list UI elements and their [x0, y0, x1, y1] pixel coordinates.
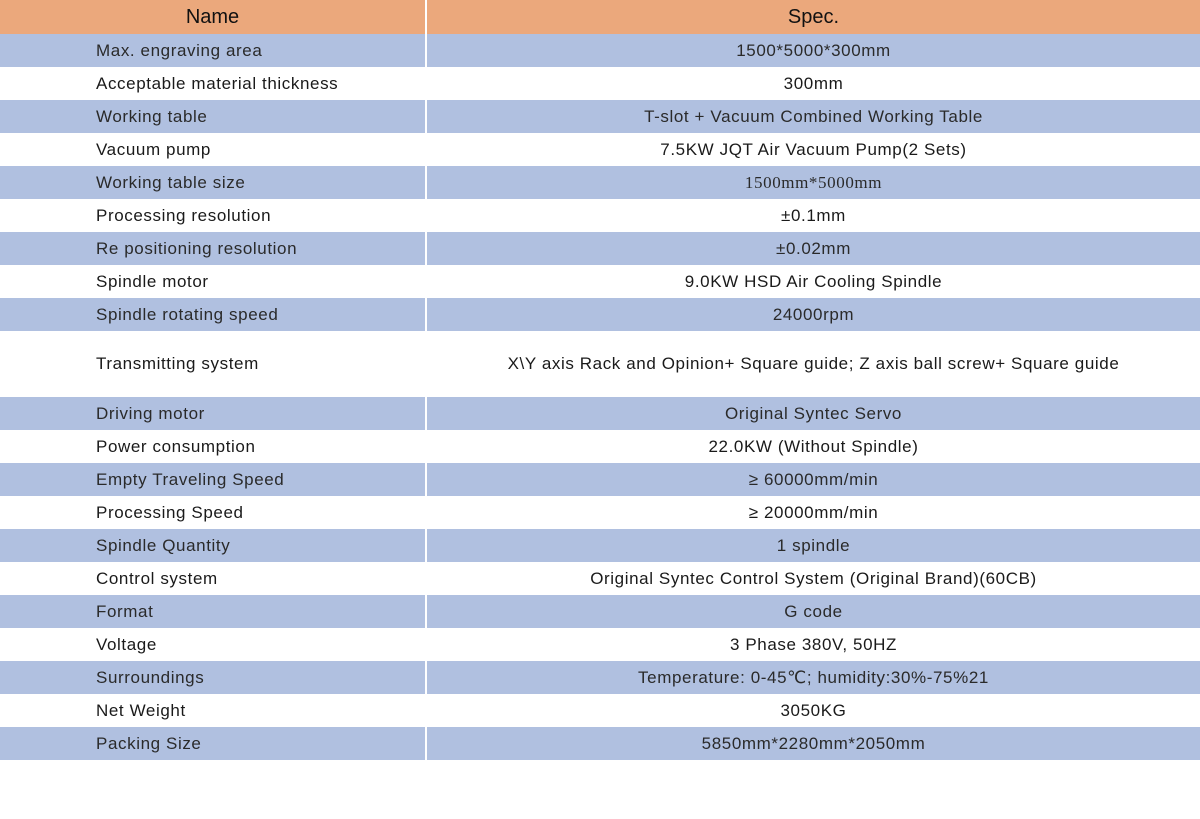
row-spec: 7.5KW JQT Air Vacuum Pump(2 Sets)	[426, 133, 1200, 166]
row-name: Spindle Quantity	[0, 529, 426, 562]
row-name: Control system	[0, 562, 426, 595]
row-name: Format	[0, 595, 426, 628]
row-spec: 3050KG	[426, 694, 1200, 727]
table-header	[0, 0, 1200, 34]
row-spec: Temperature: 0-45℃; humidity:30%-75%21	[426, 661, 1200, 694]
row-name: Acceptable material thickness	[0, 67, 426, 100]
row-name: Power consumption	[0, 430, 426, 463]
row-name: Max. engraving area	[0, 34, 426, 67]
table-row	[0, 34, 1200, 67]
row-name: Packing Size	[0, 727, 426, 760]
row-spec: 5850mm*2280mm*2050mm	[426, 727, 1200, 760]
row-spec: Original Syntec Control System (Original Brand)(60CB)	[426, 562, 1200, 595]
row-spec: 300mm	[426, 67, 1200, 100]
row-name: Net Weight	[0, 694, 426, 727]
table-row	[0, 562, 1200, 595]
row-name: Surroundings	[0, 661, 426, 694]
table-row	[0, 496, 1200, 529]
row-name: Transmitting system	[0, 331, 426, 397]
row-name: Spindle rotating speed	[0, 298, 426, 331]
row-spec: ≥ 60000mm/min	[426, 463, 1200, 496]
row-name: Processing Speed	[0, 496, 426, 529]
row-spec: ≥ 20000mm/min	[426, 496, 1200, 529]
table-row	[0, 265, 1200, 298]
row-name: Working table	[0, 100, 426, 133]
row-name: Voltage	[0, 628, 426, 661]
row-spec: T-slot + Vacuum Combined Working Table	[426, 100, 1200, 133]
table-row	[0, 199, 1200, 232]
row-spec: G code	[426, 595, 1200, 628]
row-name: Vacuum pump	[0, 133, 426, 166]
row-spec: 9.0KW HSD Air Cooling Spindle	[426, 265, 1200, 298]
table-row	[0, 595, 1200, 628]
table-body	[0, 34, 1200, 760]
row-spec: 1 spindle	[426, 529, 1200, 562]
row-name: Driving motor	[0, 397, 426, 430]
table-row	[0, 67, 1200, 100]
table-row	[0, 463, 1200, 496]
table-row	[0, 133, 1200, 166]
row-name: Processing resolution	[0, 199, 426, 232]
row-spec: X\Y axis Rack and Opinion+ Square guide; Z axis ball screw+ Square guide	[426, 331, 1200, 397]
row-spec: 1500mm*5000mm	[426, 166, 1200, 199]
header-row	[0, 0, 1200, 34]
row-name: Working table size	[0, 166, 426, 199]
table-row	[0, 166, 1200, 199]
row-spec: ±0.02mm	[426, 232, 1200, 265]
table-row	[0, 727, 1200, 760]
row-spec: 24000rpm	[426, 298, 1200, 331]
table-row	[0, 529, 1200, 562]
header-name: Name	[0, 0, 426, 34]
table-row	[0, 661, 1200, 694]
table-row	[0, 298, 1200, 331]
row-spec: Original Syntec Servo	[426, 397, 1200, 430]
table-row	[0, 397, 1200, 430]
table-row	[0, 628, 1200, 661]
table-row	[0, 331, 1200, 397]
row-spec: ±0.1mm	[426, 199, 1200, 232]
header-spec: Spec.	[426, 0, 1200, 34]
row-name: Spindle motor	[0, 265, 426, 298]
row-spec: 1500*5000*300mm	[426, 34, 1200, 67]
table-row	[0, 100, 1200, 133]
table-row	[0, 694, 1200, 727]
row-name: Re positioning resolution	[0, 232, 426, 265]
row-spec: 3 Phase 380V, 50HZ	[426, 628, 1200, 661]
row-spec: 22.0KW (Without Spindle)	[426, 430, 1200, 463]
row-name: Empty Traveling Speed	[0, 463, 426, 496]
table-row	[0, 232, 1200, 265]
table-row	[0, 430, 1200, 463]
